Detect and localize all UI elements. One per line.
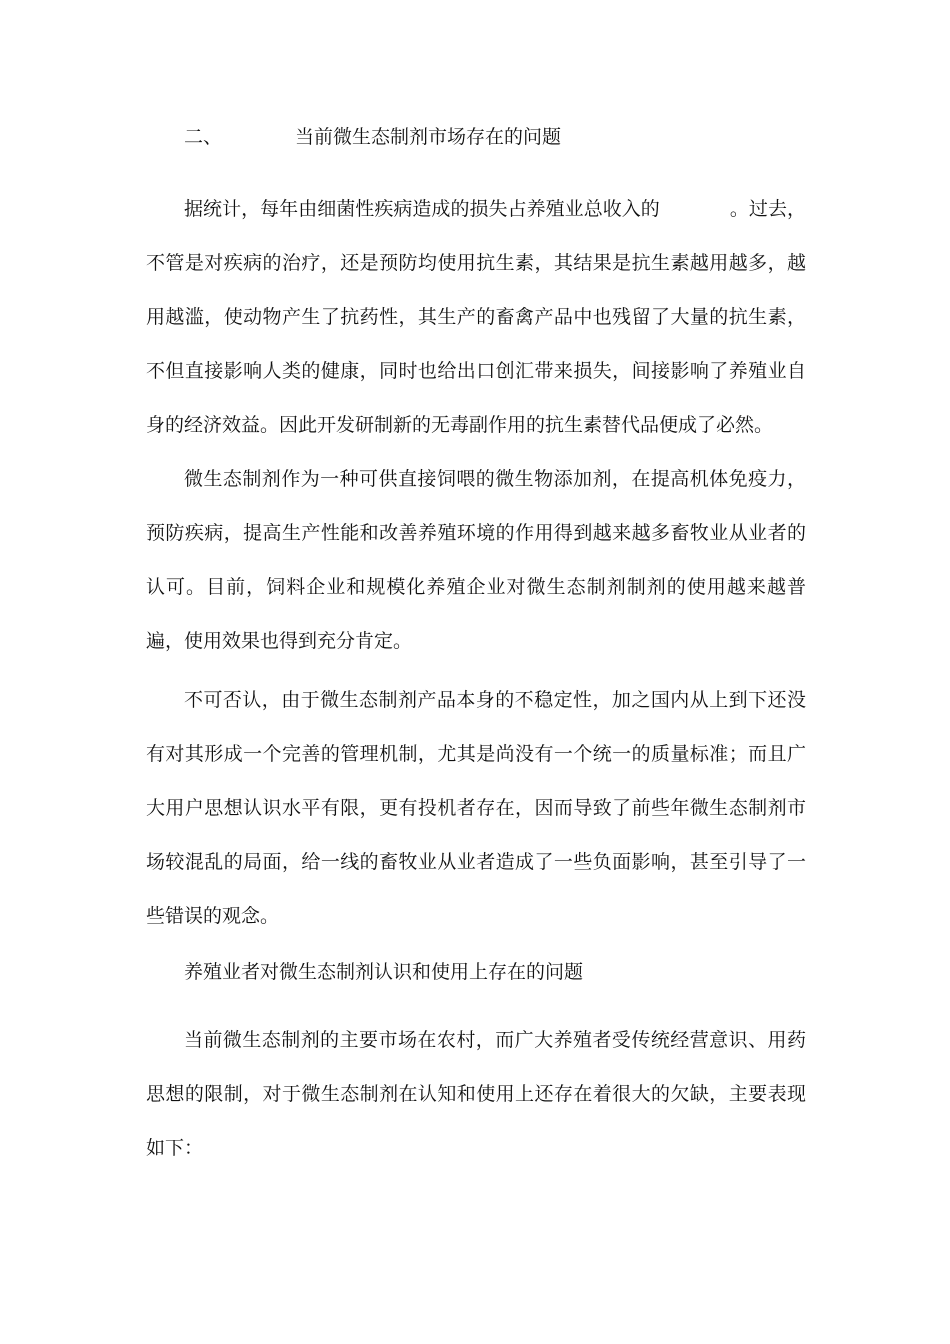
paragraph-rural-market: 当前微生态制剂的主要市场在农村，而广大养殖者受传统经营意识、用药思想的限制，对于微生态制剂在认知和使用上还存在着很大的欠缺，主要表现如下：: [146, 1029, 806, 1159]
section-number: 二、: [184, 126, 223, 148]
subheading: 养殖业者对微生态制剂认识和使用上存在的问题: [184, 961, 584, 983]
paragraph-market-issues: 不可否认，由于微生态制剂产品本身的不稳定性，加之国内从上到下还没有对其形成一个完善的管理机制，尤其是尚没有一个统一的质量标准；而且广大用户思想认识水平有限，更有投机者存在，因而导致了前些年微生态制剂市场较混乱的局面，给一线的畜牧业从业者造成了一些负面影响，甚至引导了一些错误的观念。: [146, 689, 806, 927]
paragraph-probiotics-use: 微生态制剂作为一种可供直接饲喂的微生物添加剂，在提高机体免疫力，预防疾病，提高生产性能和改善养殖环境的作用得到越来越多畜牧业从业者的认可。目前，饲料企业和规模化养殖企业对微生态制剂制剂的使用越来越普遍，使用效果也得到充分肯定。: [146, 468, 806, 652]
paragraph-text-part: 据统计，每年由细菌性疾病造成的损失占养殖业总收入的: [184, 198, 660, 220]
paragraph-losses-antibiotics: [146, 182, 806, 452]
paragraph-text-part: 。过去，不管是对疾病的治疗，还是预防均使用抗生素，其结果是抗生素越用越多，越用越滥，使动物产生了抗药性，其生产的畜禽产品中也残留了大量的抗生素，不但直接影响人类的健康，同时也给出口创汇带来损失，间接影响了养殖业自身的经济效益。因此开发研制新的无毒副作用的抗生素替代品便成了必然。: [146, 198, 806, 436]
section-title: 当前微生态制剂市场存在的问题: [295, 126, 562, 148]
